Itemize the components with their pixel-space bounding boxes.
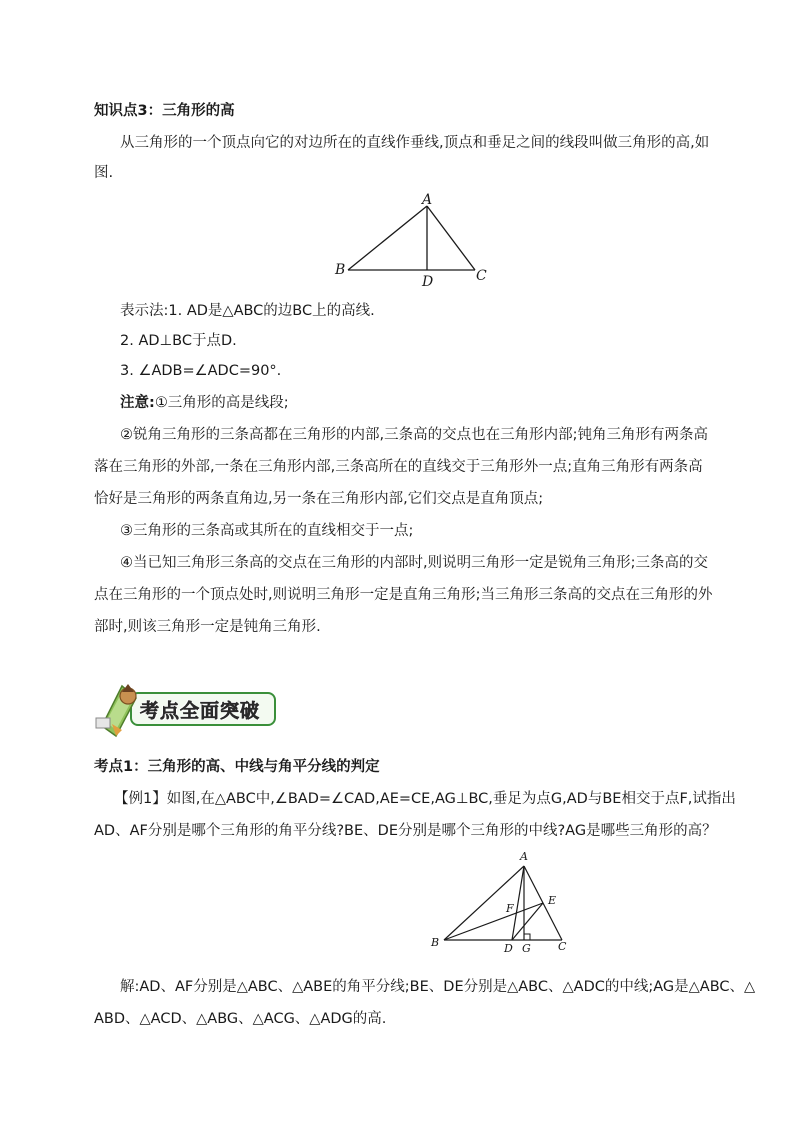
vertex-label-c: C	[476, 268, 487, 284]
vertex-label-d: D	[422, 274, 434, 290]
definition-text-line2: 图.	[94, 165, 114, 181]
example-text-line1: 【例1】如图,在△ABC中,∠BAD=∠CAD,AE=CE,AG⊥BC,垂足为点G,AD与BE相交于点F,试指出	[114, 791, 736, 807]
solution-line2: ABD、△ACD、△ABG、△ACG、△ADG的高.	[94, 1011, 387, 1027]
vertex-label-g: G	[522, 942, 531, 955]
vertex-label-b: B	[431, 936, 440, 949]
vertex-label-a: A	[520, 850, 528, 863]
notation-line3: 3. ∠ADB=∠ADC=90°.	[120, 363, 282, 379]
note-item-4-line3: 部时,则该三角形一定是钝角三角形.	[94, 619, 321, 635]
note-item-4-line1: ④当已知三角形三条高的交点在三角形的内部时,则说明三角形一定是锐角三角形;三条高的交	[120, 555, 708, 571]
notation-line1: 表示法:1. AD是△ABC的边BC上的高线.	[120, 303, 375, 319]
vertex-label-c: C	[558, 940, 567, 953]
vertex-label-b: B	[335, 262, 346, 278]
note-item-2-line2: 落在三角形的外部,一条在三角形内部,三条高所在的直线交于三角形外一点;直角三角形有两条高	[94, 459, 703, 475]
note-item-4-line2: 点在三角形的一个顶点处时,则说明三角形一定是直角三角形;当三角形三条高的交点在三角形的外	[94, 587, 713, 603]
note-item-2-line1: ②锐角三角形的三条高都在三角形的内部,三条高的交点也在三角形内部;钝角三角形有两条高	[120, 427, 708, 443]
example-text-line2: AD、AF分别是哪个三角形的角平分线?BE、DE分别是哪个三角形的中线?AG是哪些三角形的高？	[94, 823, 717, 839]
note-item-3: ③三角形的三条高或其所在的直线相交于一点;	[120, 523, 414, 539]
definition-text-line1: 从三角形的一个顶点向它的对边所在的直线作垂线,顶点和垂足之间的线段叫做三角形的高,如	[120, 135, 710, 151]
triangle-altitude-figure	[330, 190, 500, 290]
note-item-1: 注意:①三角形的高是线段;	[120, 395, 289, 411]
banner-title: 考点全面突破	[140, 700, 261, 722]
section-heading-altitude: 知识点3：三角形的高	[94, 103, 235, 119]
note-item-2-line3: 恰好是三角形的两条直角边,另一条在三角形内部,它们交点是直角顶点;	[94, 491, 544, 507]
section-banner	[92, 678, 282, 738]
kaodian-heading: 考点1：三角形的高、中线与角平分线的判定	[94, 759, 380, 775]
vertex-label-a: A	[422, 192, 433, 208]
solution-line1: 解:AD、AF分别是△ABC、△ABE的角平分线;BE、DE分别是△ABC、△ADC的中线;AG是△ABC、△	[120, 979, 756, 995]
notation-line2: 2. AD⊥BC于点D.	[120, 333, 237, 349]
triangle-bisector-median-figure	[426, 848, 576, 960]
note-label: 注意:	[120, 395, 155, 411]
vertex-label-f: F	[506, 902, 514, 915]
vertex-label-d: D	[504, 942, 513, 955]
vertex-label-e: E	[548, 894, 557, 907]
